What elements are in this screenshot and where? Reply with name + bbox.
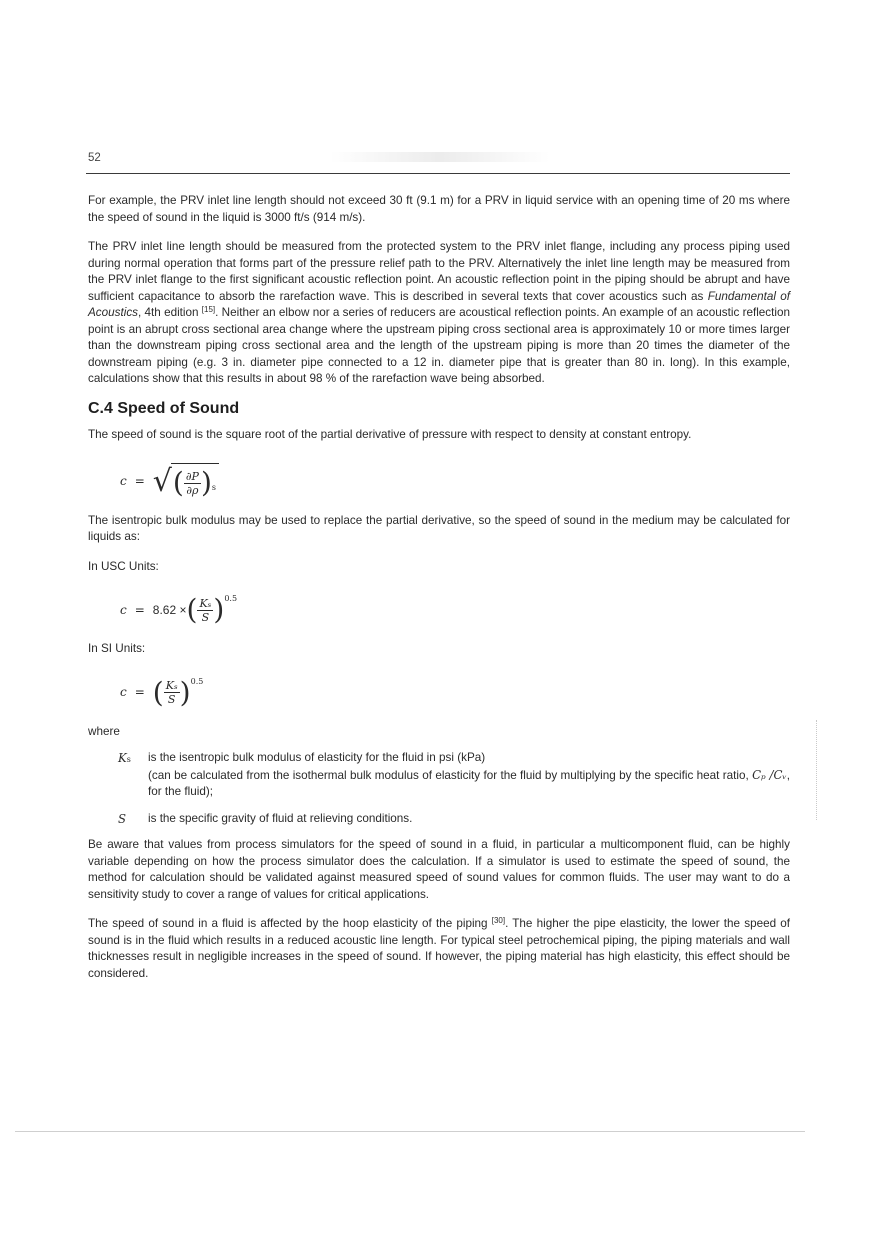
- paragraph-inlet-length-part3: . Neither an elbow nor a series of reducers are acoustical reflection points. An example of an acoustic reflection point is an abrupt cross sectional area change where the upstream piping cross sectional area is approximately 10 or more times larger than the downstream piping cross sectional area and the length of the upstream piping is more than 20 times the diameter of the downstream piping (e.g. 3 in. diameter pipe connected to a 12 in. diameter pipe that is greater than 80 in. long). In this example, calculations show that this results in about 98 % of the rarefaction wave being absorbed.: [88, 306, 790, 385]
- reference-15: [15]: [201, 305, 216, 314]
- modulus-fraction: [197, 597, 213, 624]
- section-heading: C.4 Speed of Sound: [88, 399, 240, 417]
- book-title: Fundamental of Acoustics: [88, 289, 791, 319]
- paragraph-bulk-modulus: The isentropic bulk modulus may be used to replace the partial derivative, so the speed of sound in the medium may be calculated for liquids as:: [88, 513, 790, 543]
- definition-ks-note: [148, 767, 790, 801]
- paragraph-inlet-length-part1: The PRV inlet line length should be measured from the protected system to the PRV inlet flange, including any process piping used during normal operation that forms part of the pressure relief path to the PRV. Alternatively the inlet line length may be measured from the PRV inlet flange to the first significant acoustic reflection point. An acoustic reflection point in the piping should be abrupt and have sufficient capacitance to absorb the rarefaction wave. This is described in several texts that cover acoustics such as: [88, 240, 790, 303]
- symbol-s: S: [118, 811, 127, 826]
- formula-si: [120, 668, 790, 718]
- left-paren: (: [172, 466, 184, 499]
- radicand: [171, 463, 219, 501]
- paragraph-prv-example: For example, the PRV inlet line length should not exceed 30 ft (9.1 m) for a PRV in liquid service with an opening time of 20 ms where the speed of sound in the liquid is 3000 ft/s (914 m/s).: [88, 194, 790, 224]
- si-units-label: In SI Units:: [88, 642, 146, 655]
- page-body: [88, 193, 790, 995]
- formula1-lhs: c: [120, 474, 127, 489]
- paragraph-hoop-part1: The speed of sound in a fluid is affected by the hoop elasticity of the piping: [88, 917, 492, 930]
- formula3-exponent: 0.5: [190, 676, 204, 686]
- definition-s-text: is the specific gravity of fluid at relieving conditions.: [148, 811, 413, 825]
- where-label: where: [88, 724, 120, 738]
- formula2-coefficient: 8.62 ×: [152, 602, 187, 617]
- left-paren: (: [152, 675, 164, 709]
- scan-margin-mark: [816, 720, 819, 820]
- heat-ratio: Cₚ /Cᵥ: [752, 767, 787, 782]
- footer-rule: [15, 1131, 805, 1132]
- square-root: [153, 463, 219, 501]
- formula-usc: [120, 585, 790, 635]
- formula2-numerator: Kₛ: [199, 596, 212, 610]
- partial-fraction: [184, 470, 201, 497]
- running-header-ghost: [330, 152, 550, 162]
- symbol-ks: [118, 750, 148, 801]
- paragraph-inlet-length-part2: , 4th edition: [138, 306, 202, 319]
- definition-ks-text: [148, 750, 790, 801]
- formula3-lhs: c: [120, 685, 127, 700]
- paragraph-inlet-length: [88, 239, 790, 388]
- definition-list: [118, 750, 790, 827]
- formula1-subscript: s: [211, 483, 216, 492]
- formula2-lhs: c: [120, 602, 127, 617]
- formula2-equals: =: [134, 602, 145, 617]
- usc-units-label: In USC Units:: [88, 559, 159, 573]
- reference-30: [30]: [491, 916, 506, 925]
- formula-speed-of-sound: [120, 457, 790, 507]
- formula1-numerator: ∂P: [185, 469, 199, 483]
- modulus-fraction: [164, 679, 180, 706]
- right-paren: ): [200, 466, 212, 499]
- definition-s: [118, 811, 790, 828]
- definition-ks-note-a: (can be calculated from the isothermal bulk modulus of elasticity for the fluid by multiplying by the specific heat ratio,: [148, 768, 753, 782]
- page-number: 52: [88, 152, 101, 164]
- paragraph-hoop-elasticity: [88, 916, 790, 982]
- paragraph-speed-definition: The speed of sound is the square root of the partial derivative of pressure with respect to density at constant entropy.: [88, 428, 692, 441]
- formula3-denominator: S: [167, 693, 176, 706]
- formula1-denominator: ∂ρ: [186, 483, 199, 497]
- header-rule: [86, 173, 790, 174]
- right-paren: ): [179, 675, 191, 709]
- paragraph-simulators: Be aware that values from process simulators for the speed of sound in a fluid, in particular a multicomponent fluid, can be highly variable depending on how the process simulator does the calculation. If a simulator is used to estimate the speed of sound, the method for calculation should be validated against measured speed of sound values for common fluids. The user may want to do a sensitivity study to cover a range of values for critical applications.: [88, 838, 790, 901]
- right-paren: ): [213, 593, 225, 626]
- definition-ks: [118, 750, 790, 801]
- definition-ks-main: is the isentropic bulk modulus of elasticity for the fluid in psi (kPa): [148, 751, 486, 764]
- formula2-exponent: 0.5: [224, 594, 238, 603]
- formula2-denominator: S: [201, 610, 210, 624]
- paragraph-hoop-part2: . The higher the pipe elasticity, the lower the speed of sound is in the fluid which results in a reduced acoustic line length. For typical steel petrochemical piping, the piping materials and wall thicknesses result in negligible increases in the speed of sound. If however, the piping material has high elasticity, this effect should be considered.: [88, 917, 790, 980]
- definition-ks-note-b: , for the fluid);: [148, 768, 790, 798]
- formula1-equals: =: [134, 474, 145, 489]
- left-paren: (: [186, 593, 198, 626]
- formula3-numerator: Kₛ: [165, 679, 178, 692]
- symbol-ks-sub: s: [126, 755, 131, 764]
- radical-sign: √: [152, 463, 172, 499]
- formula3-equals: =: [134, 685, 145, 700]
- symbol-ks-base: K: [118, 751, 127, 765]
